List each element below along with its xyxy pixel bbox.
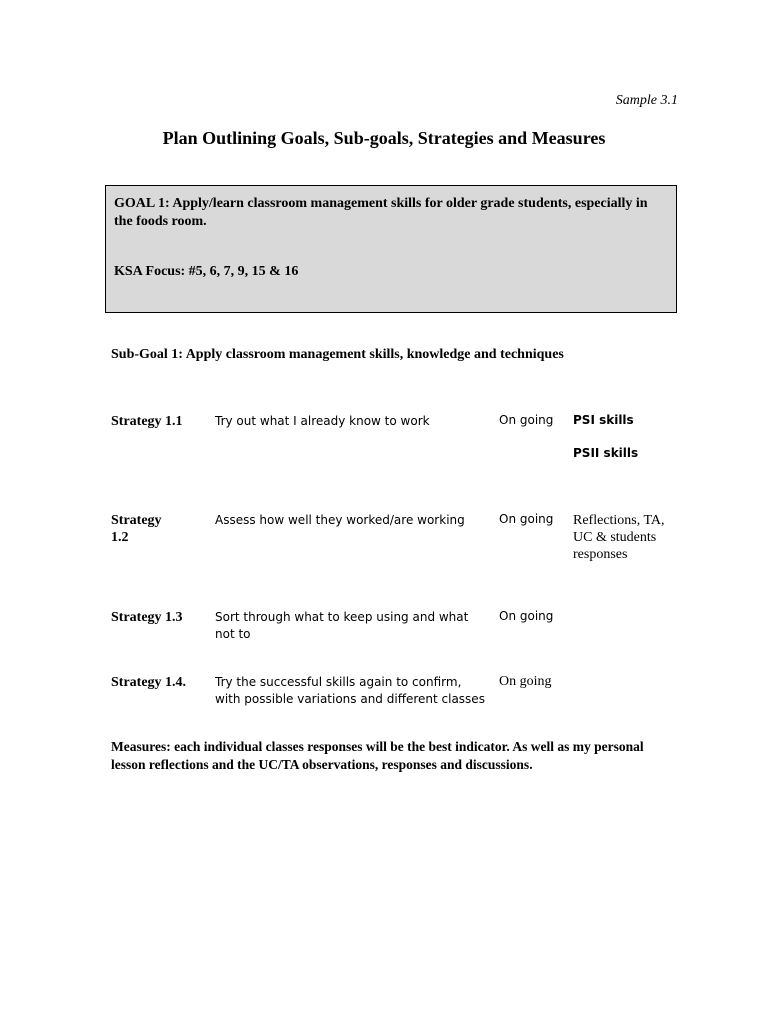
strategy-label: Strategy 1.3 bbox=[111, 610, 183, 625]
strategy-label: Strategy 1.4. bbox=[111, 675, 187, 690]
page-title: Plan Outlining Goals, Sub-goals, Strategies and Measures bbox=[162, 128, 606, 148]
strategy-status: On going bbox=[499, 674, 552, 689]
goal-box bbox=[105, 185, 677, 313]
strategy-measure: PSI skills bbox=[573, 413, 634, 427]
strategy-label: Strategy 1.2 bbox=[111, 513, 162, 545]
strategy-label: Strategy 1.1 bbox=[111, 414, 183, 429]
goal-text: GOAL 1: Apply/learn classroom management skills for older grade students, especially in the foods room. bbox=[114, 196, 648, 229]
strategy-task: Try the successful skills again to confirm, with possible variations and different classes bbox=[215, 675, 485, 706]
sample-label: Sample 3.1 bbox=[615, 93, 678, 108]
strategy-task: Try out what I already know to work bbox=[215, 414, 430, 428]
strategy-task: Assess how well they worked/are working bbox=[215, 513, 465, 527]
strategy-status: On going bbox=[499, 609, 554, 623]
strategy-measure: PSII skills bbox=[573, 446, 639, 460]
measures-summary: Measures: each individual classes responses will be the best indicator. As well as my personal lesson reflections and the UC/TA observations, responses and discussions. bbox=[111, 739, 644, 772]
strategy-measure: Reflections, TA, UC & students responses bbox=[573, 513, 665, 562]
strategy-task: Sort through what to keep using and what not to bbox=[215, 610, 469, 641]
ksa-focus: KSA Focus: #5, 6, 7, 9, 15 & 16 bbox=[114, 264, 299, 279]
strategy-status: On going bbox=[499, 512, 554, 526]
strategy-status: On going bbox=[499, 413, 554, 427]
subgoal-heading: Sub-Goal 1: Apply classroom management skills, knowledge and techniques bbox=[111, 347, 564, 362]
